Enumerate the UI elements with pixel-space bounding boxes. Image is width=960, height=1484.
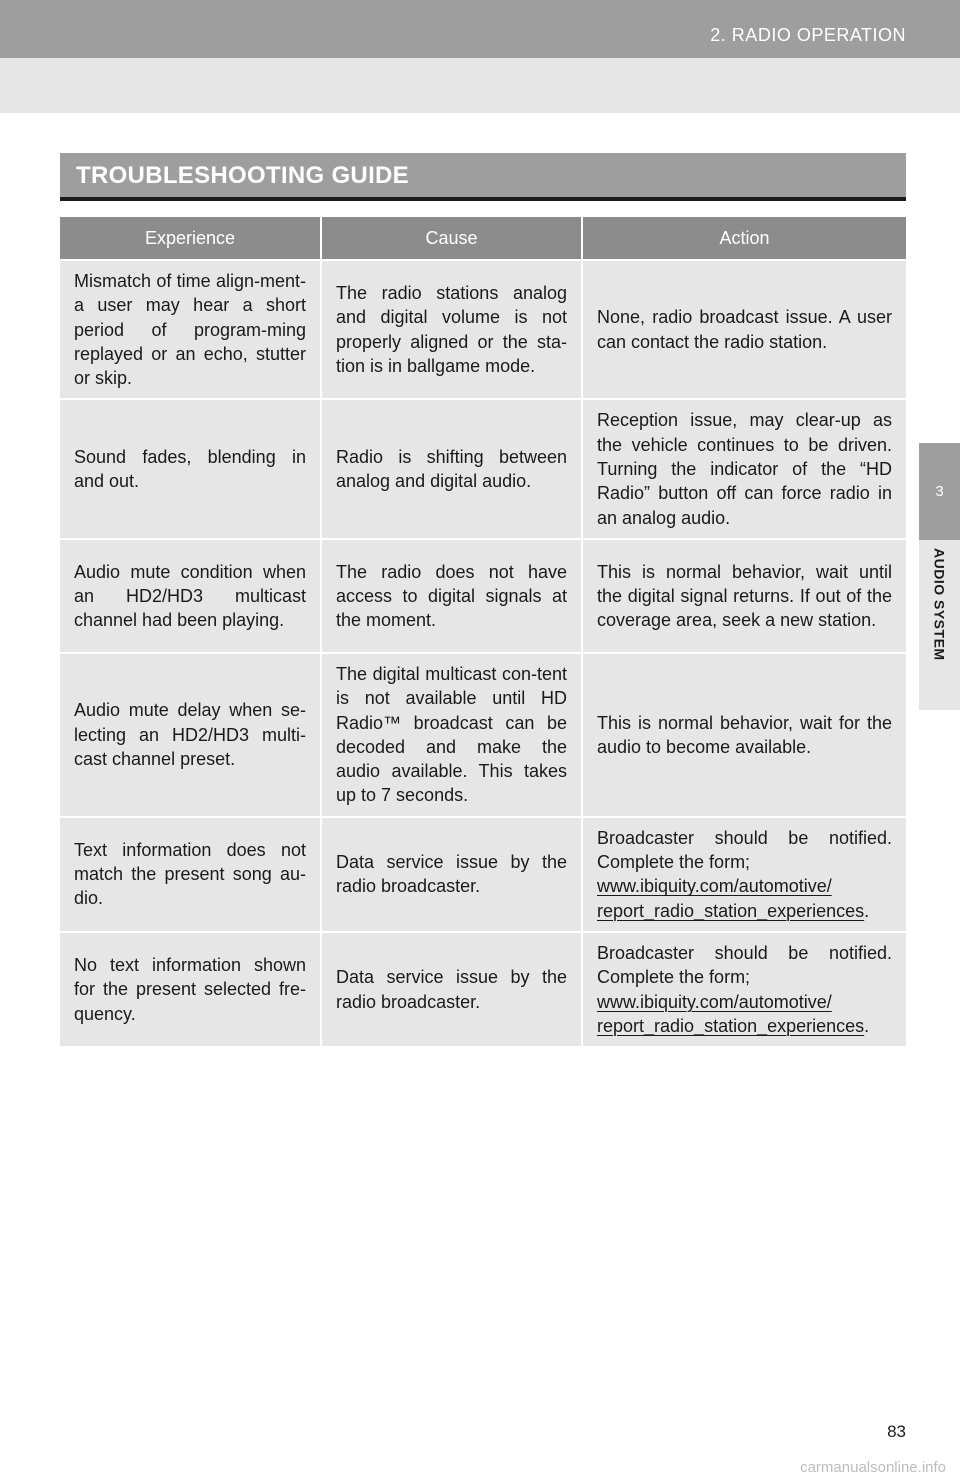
experience-cell: No text information shown for the present selected fre-quency. [60,931,322,1046]
section-title: TROUBLESHOOTING GUIDE [76,162,409,189]
form-link[interactable]: www.ibiquity.com/automotive/ [597,876,832,897]
cause-cell: Data service issue by the radio broadcaster. [322,931,583,1046]
troubleshooting-table [60,217,906,1046]
watermark: carmanualsonline.info [800,1459,946,1476]
table-header-row [60,217,906,259]
table-row [60,259,906,398]
cause-cell: The radio does not have access to digital signals at the moment. [322,538,583,652]
page-number: 83 [887,1422,906,1441]
experience-cell: Audio mute delay when se-lecting an HD2/HD3 multi-cast channel preset. [60,652,322,816]
action-cell [583,816,906,931]
experience-cell: Text information does not match the present song au-dio. [60,816,322,931]
column-header-action: Action [583,217,906,259]
header-subband [0,58,960,113]
form-link[interactable]: report_radio_station_experiences [597,1015,865,1036]
action-cell: This is normal behavior, wait for the audio to become available. [583,652,906,816]
form-link[interactable]: report_radio_station_experiences [597,900,865,921]
chapter-title: 2. RADIO OPERATION [710,25,906,45]
cause-cell: Radio is shifting between analog and digital audio. [322,398,583,537]
action-period: . [864,900,870,921]
side-tab-number: 3 [919,443,960,540]
action-cell: None, radio broadcast issue. A user can contact the radio station. [583,259,906,398]
action-period: . [864,1015,870,1036]
action-cell: This is normal behavior, wait until the digital signal returns. If out of the coverage area, seek a new station. [583,538,906,652]
action-text: Broadcaster should be notified. Complete the form; [597,942,892,988]
action-cell: Reception issue, may clear-up as the vehicle continues to be driven. Turning the indicator of the “HD Radio” button off can force radio in an analog audio. [583,398,906,537]
experience-cell: Mismatch of time align-ment- a user may hear a short period of program-ming replayed or an echo, stutter or skip. [60,259,322,398]
table-row [60,931,906,1046]
action-text: Broadcaster should be notified. Complete the form; [597,827,892,873]
column-header-cause: Cause [322,217,583,259]
form-link[interactable]: www.ibiquity.com/automotive/ [597,991,832,1012]
table-row [60,816,906,931]
cause-cell: The digital multicast con-tent is not available until HD Radio™ broadcast can be decoded and make the audio available. This takes up to 7 seconds. [322,652,583,816]
side-tab-label: AUDIO SYSTEM [931,548,948,661]
cause-cell: The radio stations analog and digital volume is not properly aligned or the sta-tion is in ballgame mode. [322,259,583,398]
section-header [60,153,906,201]
action-cell [583,931,906,1046]
side-tab [919,540,960,710]
table-row [60,538,906,652]
cause-cell: Data service issue by the radio broadcaster. [322,816,583,931]
experience-cell: Sound fades, blending in and out. [60,398,322,537]
table-row [60,398,906,537]
column-header-experience: Experience [60,217,322,259]
table-row [60,652,906,816]
experience-cell: Audio mute condition when an HD2/HD3 multicast channel had been playing. [60,538,322,652]
